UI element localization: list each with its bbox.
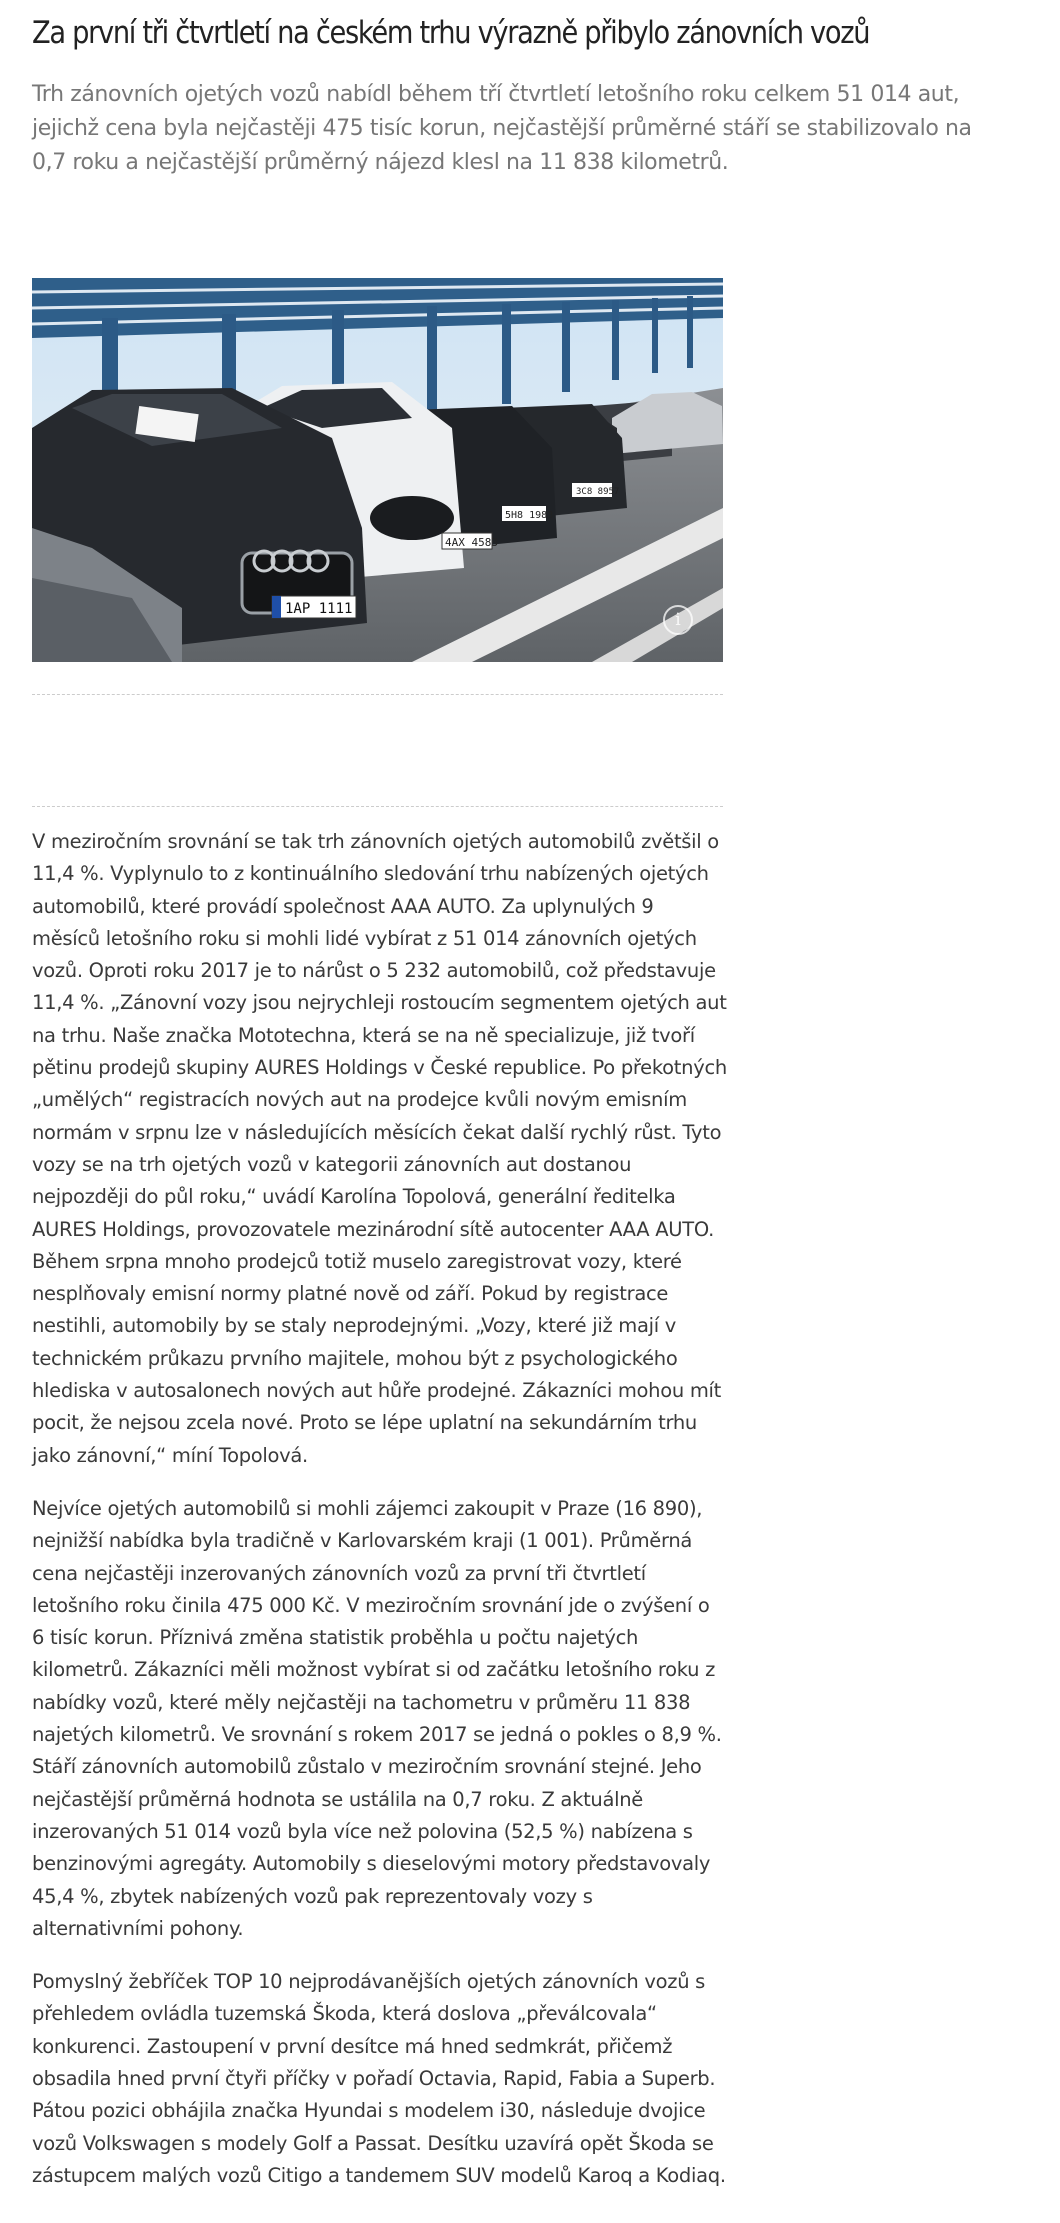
divider xyxy=(32,806,723,807)
article-title: Za první tři čtvrtletí na českém trhu výrazně přibylo zánovních vozů xyxy=(32,15,870,51)
article-paragraph: V meziročním srovnání se tak trh zánovních ojetých automobilů zvětšil o 11,4 %. Vyplynulo to z kontinuálního sledování trhu nabízených ojetých automobilů, které provádí společnost AAA AUTO. Za uplynulých 9 měsíců letošního roku si mohli lidé vybírat z 51 014 zánovních ojetých vozů. Oproti roku 2017 je to nárůst o 5 232 automobilů, což představuje 11,4 %. „Zánovní vozy jsou nejrychleji rostoucím segmentem ojetých aut na trhu. Naše značka Mototechna, která se na ně specializuje, již tvoří pětinu prodejů skupiny AURES Holdings v České republice. Po překotných „umělých“ registracích nových aut na prodejce kvůli novým emisním normám v srpnu lze v následujících měsících čekat další rychlý růst. Tyto vozy se na trh ojetých vozů v kategorii zánovních aut dostanou nejpozději do půl roku,“ uvádí Karolína Topolová, generální ředitelka AURES Holdings, provozovatele mezinárodní sítě autocenter AAA AUTO. Během srpna mnoho prodejců totiž muselo zaregistrovat vozy, které nesplňovaly emisní normy platné nově od září. Pokud by registrace nestihli, automobily by se staly neprodejnými. „Vozy, které již mají v technickém průkazu prvního majitele, mohou být z psychologického hlediska v autosalonech nových aut hůře prodejné. Zákazníci mohou mít pocit, že nejsou zcela nové. Proto se lépe uplatní na sekundárním trhu jako zánovní,“ míní Topolová. xyxy=(32,830,727,1467)
plate-text: 1AP 1111 xyxy=(285,601,353,617)
plate-text: 3C8 8957 xyxy=(576,487,620,497)
article-perex: Trh zánovních ojetých vozů nabídl během tří čtvrtletí letošního roku celkem 51 014 aut, jejichž cena byla nejčastěji 475 tisíc korun, nejčastější průměrné stáří se stabilizovalo na 0,7 roku a nejčastější průměrný nájezd klesl na 11 838 kilometrů. xyxy=(32,82,972,175)
article-body xyxy=(32,826,727,2213)
info-icon[interactable]: i xyxy=(663,605,693,635)
article-paragraph: Nejvíce ojetých automobilů si mohli zájemci zakoupit v Praze (16 890), nejnižší nabídka byla tradičně v Karlovarském kraji (1 001). Průměrná cena nejčastěji inzerovaných zánovních vozů za první tři čtvrtletí letošního roku činila 475 000 Kč. V meziročním srovnání jde o zvýšení o 6 tisíc korun. Příznivá změna statistik proběhla u počtu najetých kilometrů. Zákazníci měli možnost vybírat si od začátku letošního roku z nabídky vozů, které měly nejčastěji na tachometru v průměru 11 838 najetých kilometrů. Ve srovnání s rokem 2017 se jedná o pokles o 8,9 %. Stáří zánovních automobilů zůstalo v meziročním srovnání stejné. Jeho nejčastější průměrná hodnota se ustálila na 0,7 roku. Z aktuálně inzerovaných 51 014 vozů byla více než polovina (52,5 %) nabízena s benzinovými agregáty. Automobily s dieselovými motory představovaly 45,4 %, zbytek nabízených vozů pak reprezentovaly vozy s alternativními pohony. xyxy=(32,1496,722,1940)
article-photo[interactable] xyxy=(32,278,723,662)
plate-text: 5H8 1983 xyxy=(505,510,554,521)
car-lot-illustration xyxy=(32,278,723,662)
plate-text: 4AX 4583 xyxy=(445,536,498,549)
divider xyxy=(32,694,723,695)
article-paragraph: Pomyslný žebříček TOP 10 nejprodávanějších ojetých zánovních vozů s přehledem ovládla tuzemská Škoda, která doslova „převálcovala“ konkurenci. Zastoupení v první desítce má hned sedmkrát, přičemž obsadila hned první čtyři příčky v pořadí Octavia, Rapid, Fabia a Superb. Pátou pozici obhájila značka Hyundai s modelem i30, následuje dvojice vozů Volkswagen s modely Golf a Passat. Desítku uzavírá opět Škoda se zástupcem malých vozů Citigo a tandemem SUV modelů Karoq a Kodiaq. xyxy=(32,1970,726,2187)
